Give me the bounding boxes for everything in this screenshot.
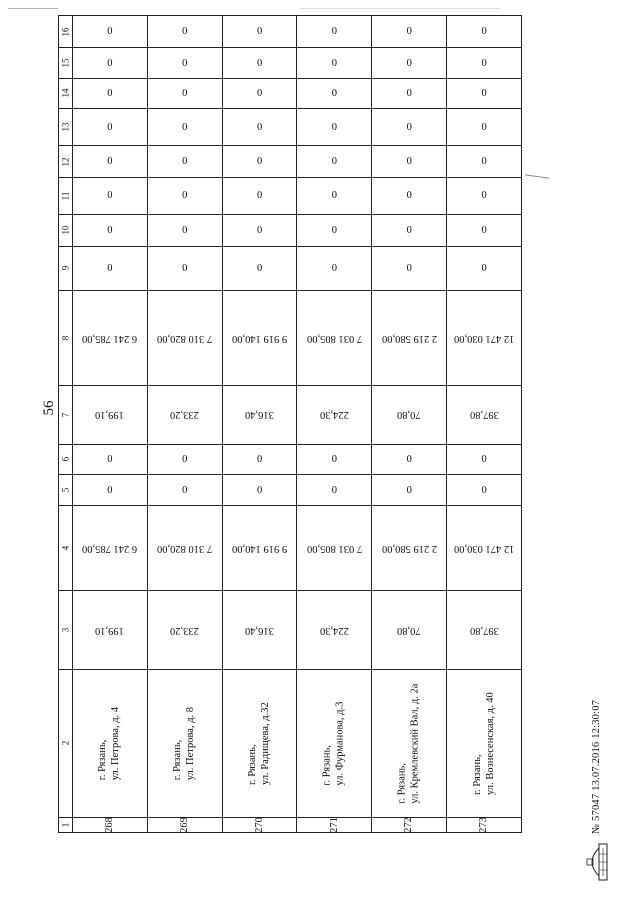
table-band-col-8 [59,290,522,385]
table-cell [372,78,447,108]
table-band-col-2 [59,670,522,818]
table-cell [372,386,447,445]
address-street: ул. Вознесенская, д. 40 [484,692,496,795]
value-col-10: 0 [256,224,263,236]
column-number-cell [59,177,73,214]
value-col-3: 397,80 [469,624,499,636]
table-cell [447,78,522,108]
column-number: 1 [60,822,71,828]
value-col-6: 0 [256,453,263,465]
value-col-10: 0 [331,224,338,236]
value-col-13: 0 [107,121,113,133]
value-col-15: 0 [182,57,188,69]
value-col-13: 0 [182,121,188,133]
table-cell [297,78,372,108]
data-table [58,15,522,833]
value-col-7: 224,30 [319,409,349,421]
value-col-4: 9 919 140,00 [232,542,288,554]
value-col-6: 0 [481,453,487,465]
table-cell [73,591,148,670]
value-col-4: 7 031 805,00 [306,542,362,554]
stamp-text: № 57047 13.07.2016 12:30:07 [590,699,602,834]
value-col-5: 0 [182,484,188,496]
value-col-9: 0 [256,262,263,274]
table-cell [297,506,372,591]
table-band-col-16 [59,16,522,48]
value-col-12: 0 [481,156,487,168]
table-cell [147,290,222,385]
table-cell [147,246,222,290]
table-cell [447,246,522,290]
value-col-14: 0 [331,87,338,99]
value-col-9: 0 [182,262,188,274]
table-band-col-4 [59,506,522,591]
value-col-5: 0 [331,484,338,496]
table-cell [147,506,222,591]
table-cell [297,444,372,474]
table-cell [372,16,447,48]
value-col-16: 0 [331,26,338,38]
table-cell [147,109,222,146]
table-cell [147,475,222,506]
address-city: г. Рязань, [97,739,109,781]
scan-artifact [525,174,549,178]
table-cell [222,177,297,214]
table-cell [297,48,372,78]
column-number-cell [59,109,73,146]
value-col-7: 316,40 [245,409,274,421]
column-number: 13 [60,122,71,132]
table-cell [73,506,148,591]
table-cell [447,475,522,506]
column-number: 14 [60,88,71,98]
value-col-15: 0 [406,57,412,69]
table-band-col-10 [59,215,522,246]
value-col-12: 0 [331,156,338,168]
table-cell [222,246,297,290]
table-cell [447,591,522,670]
value-col-9: 0 [481,262,487,274]
table-cell [73,475,148,506]
table-cell [73,817,148,832]
table-cell [372,591,447,670]
column-number: 4 [60,546,71,551]
column-number-cell [59,16,73,48]
table-cell [297,386,372,445]
table-cell [447,109,522,146]
table-cell [297,177,372,214]
address [471,692,496,795]
column-number: 9 [60,265,71,271]
table-cell [372,177,447,214]
table-cell [372,290,447,385]
table-cell [372,146,447,177]
address [172,707,197,780]
value-col-13: 0 [331,121,338,133]
value-col-10: 0 [182,224,188,236]
table-cell [297,817,372,832]
table-cell [222,386,297,445]
table-cell [222,109,297,146]
table-cell [73,48,148,78]
row-number: 270 [253,817,265,833]
value-col-12: 0 [182,156,188,168]
value-col-15: 0 [107,57,113,69]
table-cell [73,177,148,214]
value-col-16: 0 [406,26,412,38]
table-cell [297,591,372,670]
value-col-16: 0 [107,26,113,38]
table-cell [147,386,222,445]
table-cell [73,215,148,246]
table-cell [447,444,522,474]
column-number: 16 [60,27,71,37]
address-street: ул. Петрова, д. 8 [184,706,196,781]
scan-edge-line [8,8,58,9]
value-col-14: 0 [406,87,412,99]
value-col-16: 0 [256,26,263,38]
value-col-11: 0 [182,190,188,202]
table-cell [372,48,447,78]
value-col-4: 2 219 580,00 [381,542,437,554]
value-col-11: 0 [256,190,263,202]
column-number-cell [59,290,73,385]
table-cell [297,670,372,818]
table-cell [222,475,297,506]
value-col-9: 0 [331,262,338,274]
value-col-14: 0 [256,87,263,99]
table-band-col-15 [59,48,522,78]
table-cell [447,817,522,832]
address [97,707,122,780]
table-band-col-3 [59,591,522,670]
column-number: 5 [60,487,71,493]
value-col-6: 0 [182,453,188,465]
row-number: 272 [403,817,415,833]
table-cell [222,817,297,832]
table-cell [147,591,222,670]
address-street: ул. Фурманова, д.3 [334,701,346,786]
value-col-7: 397,80 [469,409,499,421]
value-col-3: 316,40 [245,624,274,636]
value-col-10: 0 [406,224,412,236]
table-cell [222,506,297,591]
table-cell [372,817,447,832]
column-number: 6 [60,457,71,462]
registration-stamp [580,582,612,882]
value-col-4: 7 310 820,00 [157,542,213,554]
table-cell [147,670,222,818]
table-cell [147,48,222,78]
column-number-cell [59,475,73,506]
table-cell [297,475,372,506]
value-col-8: 6 241 785,00 [82,332,138,344]
table-cell [297,290,372,385]
column-number: 11 [60,191,71,201]
table-cell [222,78,297,108]
value-col-14: 0 [481,87,487,99]
row-number: 268 [103,817,115,833]
column-number: 12 [60,157,71,167]
table-cell [73,386,148,445]
row-number: 269 [178,817,190,833]
column-number-cell [59,48,73,78]
table-cell [447,48,522,78]
value-col-15: 0 [331,57,338,69]
address [247,702,272,785]
value-col-11: 0 [406,190,412,202]
table-cell [447,670,522,818]
value-col-6: 0 [331,453,338,465]
row-number: 271 [328,817,340,833]
table-cell [73,109,148,146]
address [397,683,422,803]
value-col-3: 199,10 [95,624,125,636]
table-cell [372,246,447,290]
table-cell [222,444,297,474]
column-number-cell [59,246,73,290]
value-col-8: 7 031 805,00 [306,332,362,344]
table-cell [147,146,222,177]
table-cell [222,16,297,48]
column-number-cell [59,444,73,474]
table-cell [372,506,447,591]
page-number-text: 56 [40,400,57,416]
table-cell [372,475,447,506]
column-number-cell [59,215,73,246]
column-number-cell [59,78,73,108]
table-cell [297,215,372,246]
table-cell [297,146,372,177]
table-band-col-11 [59,177,522,214]
value-col-10: 0 [107,224,113,236]
address-street: ул. Радищева, д.32 [259,702,271,785]
table-band-col-5 [59,475,522,506]
column-number-cell [59,817,73,832]
table-cell [372,444,447,474]
table-cell [447,215,522,246]
table-cell [73,444,148,474]
table-cell [297,16,372,48]
table-cell [447,146,522,177]
table-band-col-13 [59,109,522,146]
value-col-15: 0 [481,57,487,69]
address-street: ул. Петрова, д. 4 [109,706,121,781]
table-cell [372,670,447,818]
value-col-13: 0 [256,121,263,133]
address-city: г. Рязань, [321,744,333,786]
value-col-9: 0 [107,262,113,274]
value-col-13: 0 [481,121,487,133]
table-cell [73,246,148,290]
table-cell [222,146,297,177]
value-col-10: 0 [481,224,487,236]
table-cell [222,591,297,670]
table-cell [222,215,297,246]
value-col-14: 0 [182,87,188,99]
table-band-col-9 [59,246,522,290]
table-band-col-1 [59,817,522,832]
value-col-11: 0 [107,190,113,202]
row-number: 273 [478,817,490,833]
value-col-5: 0 [256,484,263,496]
table-cell [297,109,372,146]
table-cell [147,78,222,108]
table-cell [147,16,222,48]
table-cell [372,215,447,246]
scan-edge-line [300,8,500,9]
value-col-8: 9 919 140,00 [232,332,288,344]
table-cell [222,48,297,78]
column-number: 10 [60,225,71,235]
address-city: г. Рязань, [471,754,483,795]
value-col-3: 233,20 [170,624,200,636]
table-cell [147,215,222,246]
table-cell [447,177,522,214]
value-col-7: 70,80 [397,409,422,421]
table-band-col-6 [59,444,522,474]
value-col-4: 12 471 030,00 [453,542,515,554]
value-col-8: 7 310 820,00 [157,332,213,344]
table-cell [297,246,372,290]
column-number: 15 [60,58,71,68]
value-col-5: 0 [107,484,113,496]
table-band-col-7 [59,386,522,445]
value-col-13: 0 [406,121,412,133]
address-city: г. Рязань, [396,762,408,804]
table-cell [447,386,522,445]
table-band-col-12 [59,146,522,177]
value-col-6: 0 [406,453,412,465]
value-col-11: 0 [331,190,338,202]
value-col-5: 0 [406,484,412,496]
value-col-12: 0 [406,156,412,168]
value-col-3: 70,80 [397,624,422,636]
table-cell [73,290,148,385]
value-col-7: 233,20 [170,409,200,421]
table-cell [222,670,297,818]
value-col-15: 0 [256,57,263,69]
table-cell [73,78,148,108]
column-number: 2 [60,741,71,746]
value-col-12: 0 [256,156,263,168]
address-city: г. Рязань, [246,744,258,785]
value-col-14: 0 [107,87,113,99]
table-cell [73,146,148,177]
column-number-cell [59,670,73,818]
column-number: 3 [60,627,71,633]
address [322,701,347,785]
value-col-8: 12 471 030,00 [453,332,515,344]
table-cell [372,109,447,146]
value-col-6: 0 [107,453,113,465]
value-col-16: 0 [182,26,188,38]
value-col-9: 0 [406,262,412,274]
table-cell [147,444,222,474]
column-number-cell [59,506,73,591]
emblem-icon [583,842,609,882]
table-cell [147,177,222,214]
address-city: г. Рязань, [172,739,184,781]
value-col-11: 0 [481,190,487,202]
table-band-col-14 [59,78,522,108]
table-cell [447,290,522,385]
table-cell [447,506,522,591]
value-col-12: 0 [107,156,113,168]
value-col-4: 6 241 785,00 [82,542,138,554]
value-col-3: 224,30 [319,624,349,636]
value-col-16: 0 [481,26,487,38]
column-number-cell [59,386,73,445]
value-col-7: 199,10 [95,409,125,421]
column-number: 7 [60,412,71,418]
table-cell [222,290,297,385]
column-number-cell [59,146,73,177]
value-col-5: 0 [481,484,487,496]
table-cell [73,16,148,48]
table-cell [73,670,148,818]
column-number: 8 [60,335,71,341]
value-col-8: 2 219 580,00 [381,332,437,344]
table-cell [447,16,522,48]
address-street: ул. Кремлевский Вал, д. 2а [409,683,421,804]
column-number-cell [59,591,73,670]
table-cell [147,817,222,832]
